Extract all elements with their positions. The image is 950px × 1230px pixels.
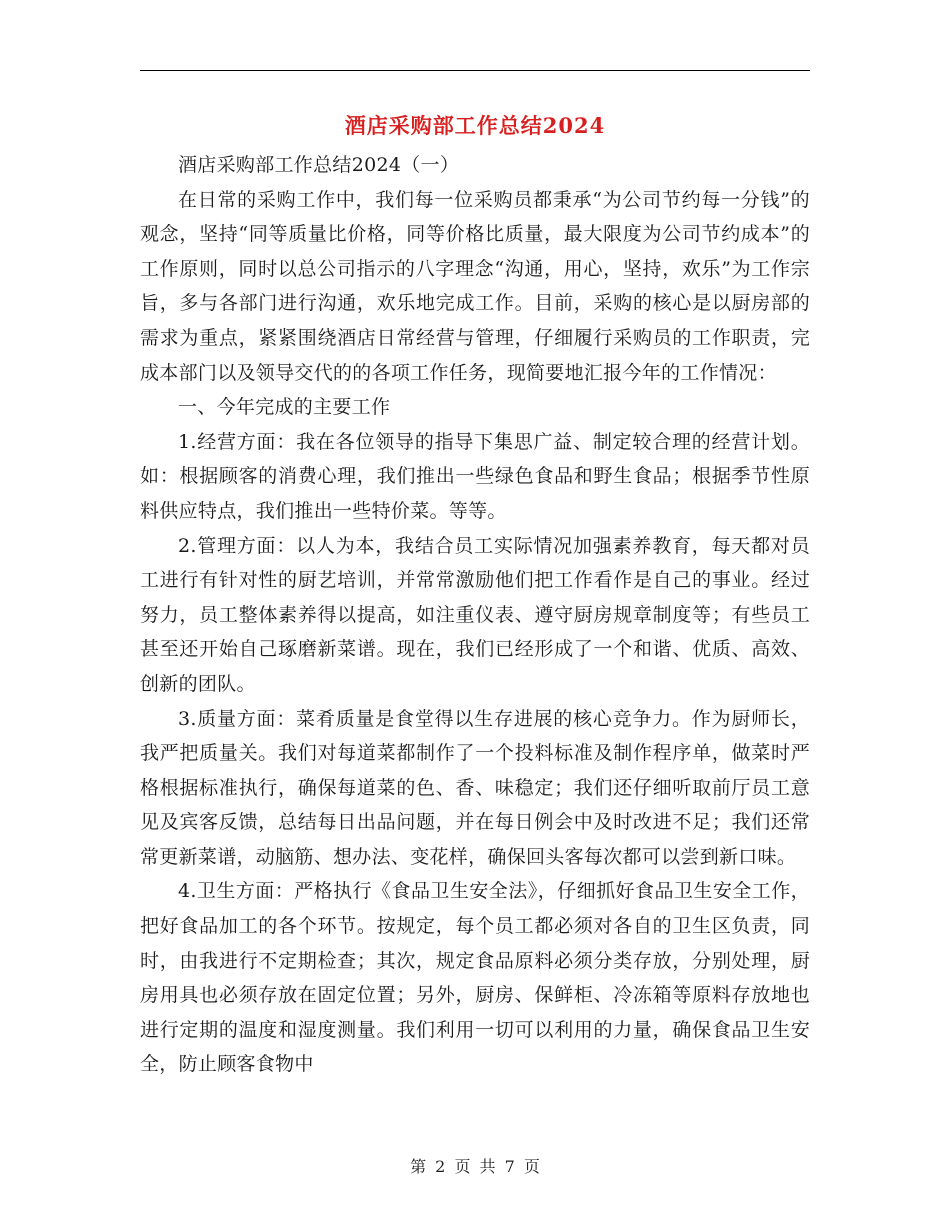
item-hygiene-paragraph: 4.卫生方面：严格执行《食品卫生安全法》，仔细抓好食品卫生安全工作，把好食品加工的各个环节。按规定，每个员工都必须对各自的卫生区负责，同时，由我进行不定期检查；其次，规定食品原料必须分类存放，分别处理，厨房用具也必须存放在固定位置；另外，厨房、保鲜柜、冷冻箱等原料存放地也进行定期的温度和湿度测量。我们利用一切可以利用的力量，确保食品卫生安全，防止顾客食物中: [140, 880, 810, 1076]
intro-paragraph: 在日常的采购工作中，我们每一位采购员都秉承“为公司节约每一分钱”的观念，坚持“同等质量比价格，同等价格比质量，最大限度为公司节约成本”的工作原则，同时以总公司指示的八字理念“沟通，用心，坚持，欢乐”为工作宗旨，多与各部门进行沟通，欢乐地完成工作。目前，采购的核心是以厨房部的需求为重点，紧紧围绕酒店日常经营与管理，仔细履行采购员的工作职责，完成本部门以及领导交代的的各项工作任务，现简要地汇报今年的工作情况：: [140, 188, 810, 384]
item-business-paragraph: 1.经营方面：我在各位领导的指导下集思广益、制定较合理的经营计划。如：根据顾客的消费心理，我们推出一些绿色食品和野生食品；根据季节性原料供应特点，我们推出一些特价菜。等等。: [140, 430, 810, 522]
item-management-paragraph: 2.管理方面：以人为本，我结合员工实际情况加强素养教育，每天都对员工进行有针对性的厨艺培训，并常常激励他们把工作看作是自己的事业。经过努力，员工整体素养得以提高，如注重仪表、遵守厨房规章制度等；有些员工甚至还开始自己琢磨新菜谱。现在，我们已经形成了一个和谐、优质、高效、创新的团队。: [140, 534, 810, 695]
subtitle-paragraph: 酒店采购部工作总结2024（一）: [178, 154, 460, 176]
page-number: 第 2 页 共 7 页: [410, 1157, 540, 1176]
document-body: [140, 148, 810, 1082]
item-quality-paragraph: 3.质量方面：菜肴质量是食堂得以生存进展的核心竞争力。作为厨师长，我严把质量关。我们对每道菜都制作了一个投料标准及制作程序单，做菜时严格根据标准执行，确保每道菜的色、香、味稳定；我们还仔细听取前厅员工意见及宾客反馈，总结每日出品问题，并在每日例会中及时改进不足；我们还常常更新菜谱，动脑筋、想办法、变花样，确保回头客每次都可以尝到新口味。: [140, 707, 810, 868]
document-title: 酒店采购部工作总结2024: [344, 113, 606, 138]
section-heading: 一、今年完成的主要工作: [178, 396, 391, 419]
header-rule: [140, 70, 810, 71]
